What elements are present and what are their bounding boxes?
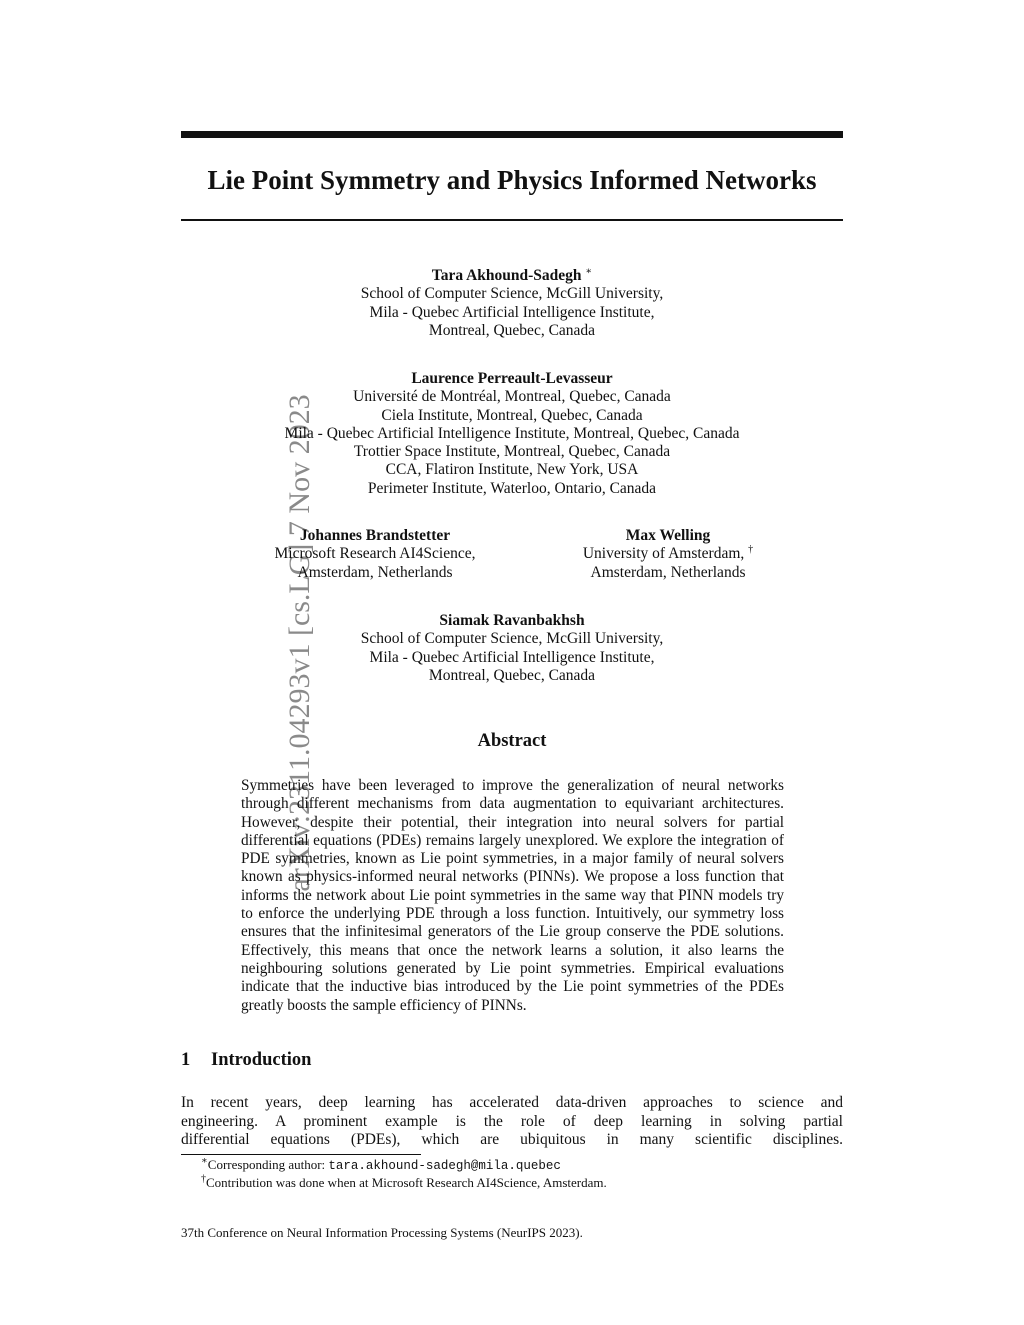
author-affiliation: Université de Montréal, Montreal, Quebec, Canada <box>353 388 671 406</box>
author-affiliation: Montreal, Quebec, Canada <box>428 321 596 339</box>
abstract-body: Symmetries have been leveraged to improve the generalization of neural networks through different mechanisms from data augmentation to equivariant architectures. However, despite their potential, their integration into neural solvers for partial differential equations (PDEs) remains largely unexplored. We explore the integration of PDE symmetries, known as Lie point symmetries, in a major family of neural solvers known as physics-informed neural networks (PINNs). We propose a loss function that informs the network about Lie point symmetries in the same way that PINN models try to enforce the underlying PDE through a loss function. Intuitively, our symmetry loss ensures that the infinitesimal generators of the Lie group conserve the PDE solutions. Effectively, this means that once the network learns a solution, it also learns the neighbouring solutions generated by Lie point symmetries. Empirical evaluations indicate that the inductive bias introduced by the Lie point symmetries of the PDEs greatly boosts the sample efficiency of PINNs. <box>241 777 784 1014</box>
section-number: 1 <box>181 1050 191 1070</box>
author-affiliation: Trottier Space Institute, Montreal, Quebec, Canada <box>353 443 671 461</box>
author-affiliation: Mila - Quebec Artificial Intelligence Institute, <box>369 303 655 321</box>
section-title: Introduction <box>211 1050 312 1070</box>
author-block-ravanbakhsh <box>262 612 762 685</box>
author-affiliation: Amsterdam, Netherlands <box>590 563 746 581</box>
author-name: Siamak Ravanbakhsh <box>439 612 585 629</box>
abstract-heading: Abstract <box>477 731 547 751</box>
author-affiliation: Amsterdam, Netherlands <box>297 563 453 581</box>
author-affiliation: Mila - Quebec Artificial Intelligence Institute, Montreal, Quebec, Canada <box>284 424 740 442</box>
section-heading-introduction <box>181 1050 311 1071</box>
title-top-rule <box>181 131 843 138</box>
author-affiliation: Montreal, Quebec, Canada <box>428 666 596 684</box>
author-block-akhound-sadegh <box>262 267 762 340</box>
contribution-note-mark: † <box>748 544 754 556</box>
author-affiliation: Mila - Quebec Artificial Intelligence Institute, <box>369 648 655 666</box>
title-bottom-rule <box>181 219 843 221</box>
paragraph-line: engineering. A prominent example is the role of deep learning in solving partial <box>181 1112 843 1130</box>
footnote-rule <box>181 1154 421 1155</box>
author-block-welling <box>548 527 788 582</box>
author-name: Tara Akhound-Sadegh ∗ <box>431 265 593 284</box>
author-affiliation: University of Amsterdam, † <box>582 544 754 563</box>
author-block-brandstetter <box>245 527 505 582</box>
author-block-perreault-levasseur <box>212 370 812 498</box>
author-affiliation: Microsoft Research AI4Science, <box>274 545 476 563</box>
author-affiliation: Perimeter Institute, Waterloo, Ontario, Canada <box>367 479 657 497</box>
paper-title: Lie Point Symmetry and Physics Informed Networks <box>207 165 817 195</box>
author-affiliation: Ciela Institute, Montreal, Quebec, Canada <box>381 406 643 424</box>
author-name: Laurence Perreault-Levasseur <box>411 370 613 387</box>
conference-venue-note: 37th Conference on Neural Information Processing Systems (NeurIPS 2023). <box>181 1225 583 1240</box>
footnote-contribution: †Contribution was done when at Microsoft Research AI4Science, Amsterdam. <box>201 1173 607 1190</box>
arxiv-identifier-stamp: arXiv:2311.04293v1 [cs.LG] 7 Nov 2023 <box>283 394 316 892</box>
author-affiliation: School of Computer Science, McGill University, <box>360 630 664 648</box>
corresponding-author-mark: ∗ <box>585 265 593 277</box>
paragraph-line: In recent years, deep learning has accelerated data-driven approaches to science and <box>181 1094 843 1111</box>
corresponding-author-email[interactable]: tara.akhound-sadegh@mila.quebec <box>328 1159 561 1173</box>
author-name: Johannes Brandstetter <box>299 527 451 544</box>
footnote-corresponding-author: ∗Corresponding author: tara.akhound-sadegh@mila.quebec <box>201 1155 561 1173</box>
introduction-paragraph <box>181 1094 843 1150</box>
author-affiliation: CCA, Flatiron Institute, New York, USA <box>385 461 639 479</box>
author-affiliation: School of Computer Science, McGill University, <box>360 285 664 303</box>
author-name: Max Welling <box>625 527 711 544</box>
paragraph-line: differential equations (PDEs), which are ubiquitous in many scientific disciplines. <box>181 1131 843 1148</box>
